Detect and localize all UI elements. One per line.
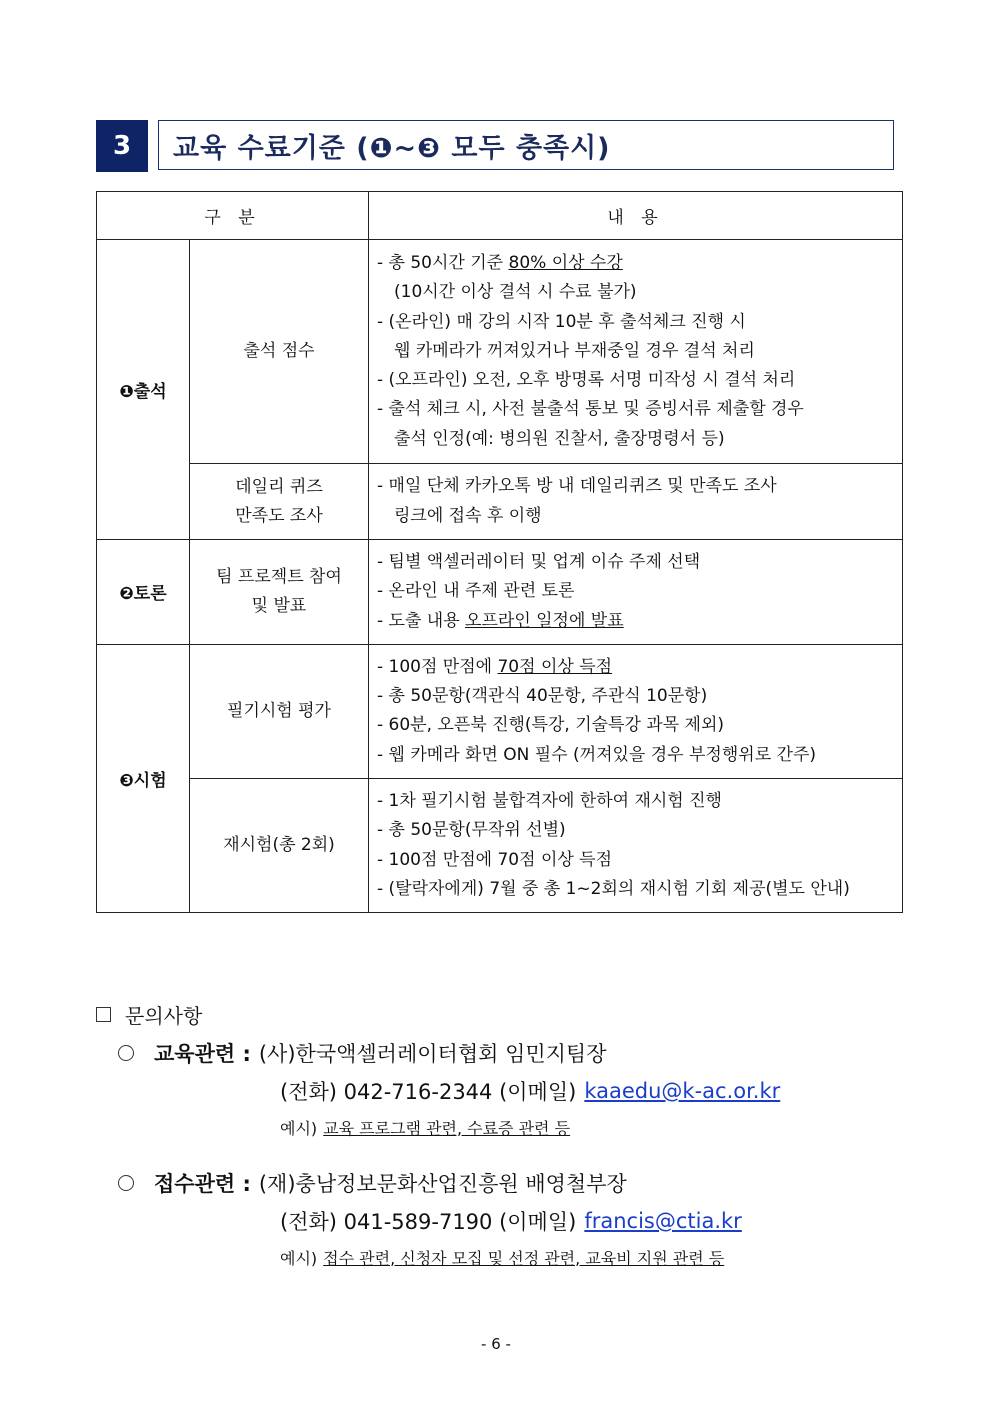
content-cell [369, 644, 903, 778]
content-line: - 팀별 액셀러레이터 및 업계 이슈 주제 선택 [377, 552, 701, 572]
contact-phone-row [280, 1072, 896, 1110]
contact-email-link[interactable]: francis@ctia.kr [584, 1209, 742, 1233]
contact-example-row [280, 1110, 896, 1144]
example-prefix: 예시) [280, 1118, 318, 1138]
contact-email-link[interactable]: kaaedu@k-ac.or.kr [584, 1079, 781, 1103]
content-line: - (온라인) 매 강의 시작 10분 후 출석체크 진행 시 [377, 311, 746, 332]
content-line: - 1차 필기시험 불합격자에 한하여 재시험 진행 [377, 791, 722, 812]
inquiry-title-text: 문의사항 [125, 1003, 203, 1028]
sub-attendance-score [190, 240, 369, 464]
contact-org: (재)충남정보문화산업진흥원 배영철부장 [258, 1172, 627, 1196]
contact-phone: (전화) 041-589-7190 (이메일) [280, 1210, 577, 1234]
sub-label: 재시험(총 2회) [223, 835, 335, 856]
section-title: 교육 수료기준 (❶~❸ 모두 충족시) [158, 120, 894, 170]
content-line: - 출석 체크 시, 사전 불출석 통보 및 증빙서류 제출할 경우 [377, 399, 804, 420]
header-category: 구 분 [97, 192, 369, 240]
sub-label: 만족도 조사 [235, 505, 323, 526]
content-line: 웹 카메라가 꺼져있거나 부재중일 경우 결석 처리 [394, 340, 755, 361]
content-line: 출석 인정(예: 병의원 진찰서, 출장명령서 등) [394, 428, 725, 449]
category-attendance: ❶출석 [97, 240, 190, 540]
content-line: - 총 50문항(객관식 40문항, 주관식 10문항) [377, 686, 708, 707]
sub-label: 및 발표 [251, 595, 307, 616]
contact-education [118, 1034, 896, 1144]
sub-retest [190, 779, 369, 913]
sub-label: 데일리 퀴즈 [235, 476, 323, 497]
content-cell [369, 779, 903, 913]
square-bullet-icon [96, 1007, 111, 1022]
table-header-row [97, 192, 903, 240]
category-discussion: ❷토론 [97, 540, 190, 645]
category-exam: ❸시험 [97, 644, 190, 912]
content-cell [369, 240, 903, 464]
inquiry-section [96, 998, 896, 1274]
sub-label: 출석 점수 [243, 341, 315, 361]
contact-reception [118, 1164, 896, 1274]
contact-label: 교육관련 : [154, 1042, 251, 1066]
content-line: - 매일 단체 카카오톡 방 내 데일리퀴즈 및 만족도 조사 [377, 476, 777, 497]
content-cell [369, 540, 903, 645]
example-prefix: 예시) [280, 1248, 318, 1268]
circle-bullet-icon [118, 1045, 134, 1061]
contact-phone-row [280, 1202, 896, 1240]
contact-header [118, 1034, 896, 1072]
sub-label: 팀 프로젝트 참여 [216, 566, 342, 587]
content-line: - 총 50시간 기준 80% 이상 수강 [377, 252, 623, 273]
completion-criteria-table [96, 191, 903, 913]
contact-phone: (전화) 042-716-2344 (이메일) [280, 1080, 577, 1104]
contact-org: (사)한국액셀러레이터협회 임민지팀장 [258, 1042, 607, 1066]
contact-header [118, 1164, 896, 1202]
contact-example-row [280, 1240, 896, 1274]
table-row [97, 644, 903, 778]
table-row [97, 779, 903, 913]
page-number: - 6 - [481, 1335, 511, 1353]
contact-label: 접수관련 : [154, 1172, 251, 1196]
content-line: - 도출 내용 오프라인 일정에 발표 [377, 610, 624, 631]
content-line: - 총 50문항(무작위 선별) [377, 820, 566, 841]
table-row [97, 540, 903, 645]
section-number: 3 [96, 120, 148, 172]
sub-written-exam [190, 644, 369, 778]
content-line: - 온라인 내 주제 관련 토론 [377, 581, 575, 602]
content-line: - 60분, 오픈북 진행(특강, 기술특강 과목 제외) [377, 715, 725, 736]
content-cell [369, 464, 903, 540]
section-header [96, 120, 896, 172]
sub-label: 필기시험 평가 [227, 700, 331, 721]
content-line: - (탈락자에게) 7월 중 총 1~2회의 재시험 기회 제공(별도 안내) [377, 878, 850, 899]
table-row [97, 464, 903, 540]
circle-bullet-icon [118, 1175, 134, 1191]
content-line: - 웹 카메라 화면 ON 필수 (꺼져있을 경우 부정행위로 간주) [377, 744, 816, 765]
content-line: - (오프라인) 오전, 오후 방명록 서명 미작성 시 결석 처리 [377, 370, 796, 391]
content-line: 링크에 접속 후 이행 [394, 505, 542, 526]
header-content: 내 용 [369, 192, 903, 240]
example-text: 접수 관련, 신청자 모집 및 선정 관련, 교육비 지원 관련 등 [323, 1248, 725, 1268]
content-line: - 100점 만점에 70점 이상 득점 [377, 656, 613, 677]
inquiry-title [96, 998, 896, 1030]
sub-team-project [190, 540, 369, 645]
content-line: - 100점 만점에 70점 이상 득점 [377, 849, 613, 870]
table-row [97, 240, 903, 464]
content-line: (10시간 이상 결석 시 수료 불가) [394, 282, 637, 303]
sub-daily-quiz [190, 464, 369, 540]
example-text: 교육 프로그램 관련, 수료증 관련 등 [323, 1118, 571, 1138]
